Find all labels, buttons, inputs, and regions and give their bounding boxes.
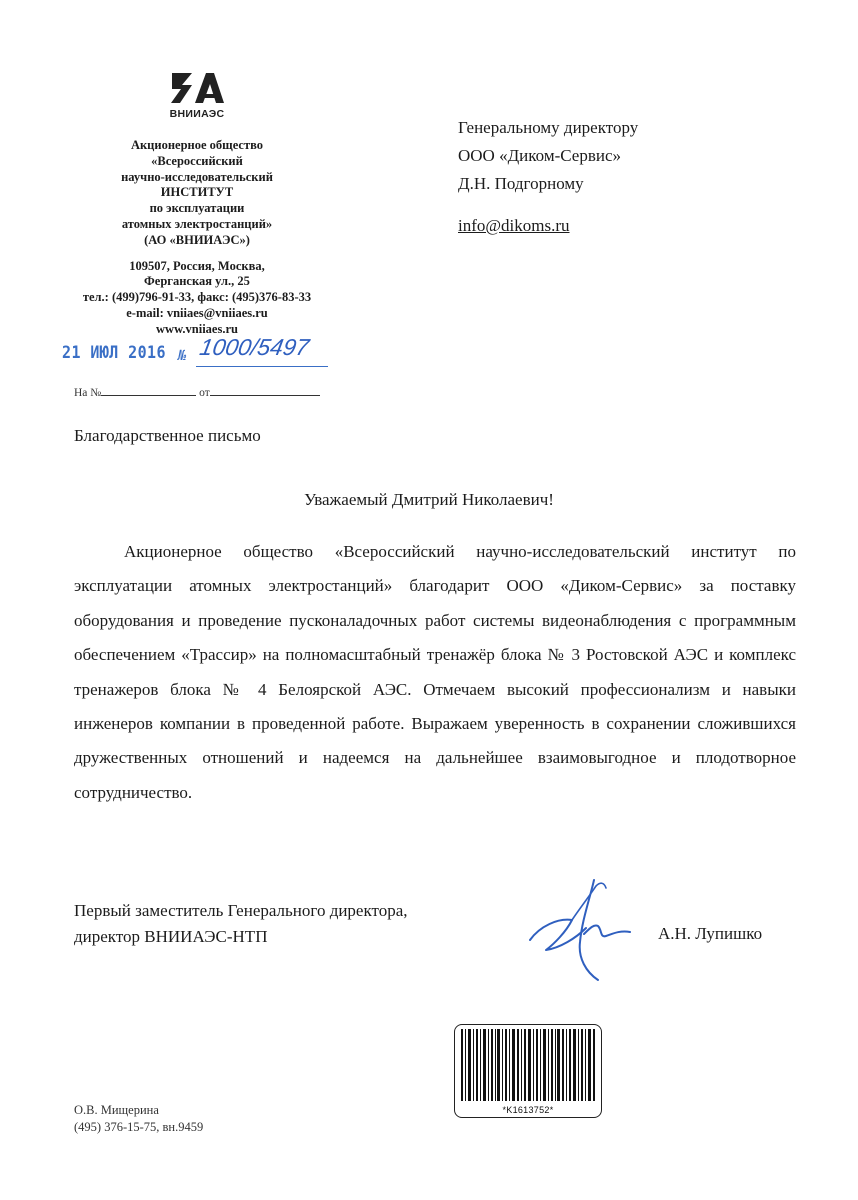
reference-date-label: от [199,387,210,399]
addressee-email-link[interactable]: info@dikoms.ru [458,216,570,235]
org-line: атомных электростанций» [121,216,273,231]
barcode-label [454,1024,602,1118]
signer-name: А.Н. Лупишко [658,924,763,943]
registration-number-underline [196,366,328,367]
executor-name: О.В. Мищерина [74,1103,159,1117]
addressee-position: Генеральному директору [458,118,639,137]
letter-subject: Благодарственное письмо [74,426,261,445]
organization-block [64,138,330,338]
addressee-block [458,114,638,240]
reference-date-blank [210,385,320,396]
address-line: 109507, Россия, Москва, [129,258,265,273]
website-line: www.vniiaes.ru [156,321,238,336]
vniiaes-logo-icon [168,70,226,106]
signer-title [74,898,408,950]
org-line: «Всероссийский [151,153,243,168]
barcode-number: *K1613752* [502,1105,554,1115]
handwritten-signature [520,868,640,988]
org-line: Акционерное общество [130,138,264,152]
phone-fax-line: тел.: (499)796-91-33, факс: (495)376-83-33 [82,290,312,305]
signer-title-line: Первый заместитель Генерального директора, [74,901,408,920]
barcode-icon [459,1029,597,1101]
org-line: ИНСТИТУТ [160,185,234,200]
address-line: Ферганская ул., 25 [144,274,250,289]
signer-title-line: директор ВНИИАЭС-НТП [74,927,268,946]
executor-phone: (495) 376-15-75, вн.9459 [74,1120,204,1134]
reference-prefix: На № [74,387,102,399]
org-line: по эксплуатации [149,201,245,216]
addressee-company: ООО «Диком-Сервис» [458,146,622,165]
org-line: (АО «ВНИИАЭС») [144,232,250,247]
letter-body: Акционерное общество «Всероссийский научно-исследовательский институт по эксплуатации атомных электростанций» благодарит ООО «Диком-Сервис» за поставку оборудования и проведение пусконаладочных работ системы видеонаблюдения с программным обеспечением «Трассир» на полномасштабный тренажёр блока № 3 Ростовской АЭС и комплекс тренажеров блока № 4 Белоярской АЭС. Отмечаем высокий профессионализм и навыки инженеров компании в проведенной работе. Выражаем уверенность в сохранении сложившихся дружественных отношений и надеемся на дальнейшее взаимовыгодное и плодотворное сотрудничество. [74,542,796,802]
addressee-name: Д.Н. Подгорному [458,174,584,193]
reference-line [74,385,320,399]
org-line: научно-исследовательский [121,169,273,184]
registration-date-stamp: 21 ИЮЛ 2016 [62,343,166,363]
email-line: e-mail: vniiaes@vniiaes.ru [126,305,268,320]
registration-number-handwritten: 1000/5497 [197,334,312,360]
executor-block [74,1102,203,1136]
letter-salutation: Уважаемый Дмитрий Николаевич! [304,490,554,509]
reference-number-blank [101,385,196,396]
logo-text: ВНИИАЭС [169,108,225,120]
registration-number-label: № [178,348,187,364]
